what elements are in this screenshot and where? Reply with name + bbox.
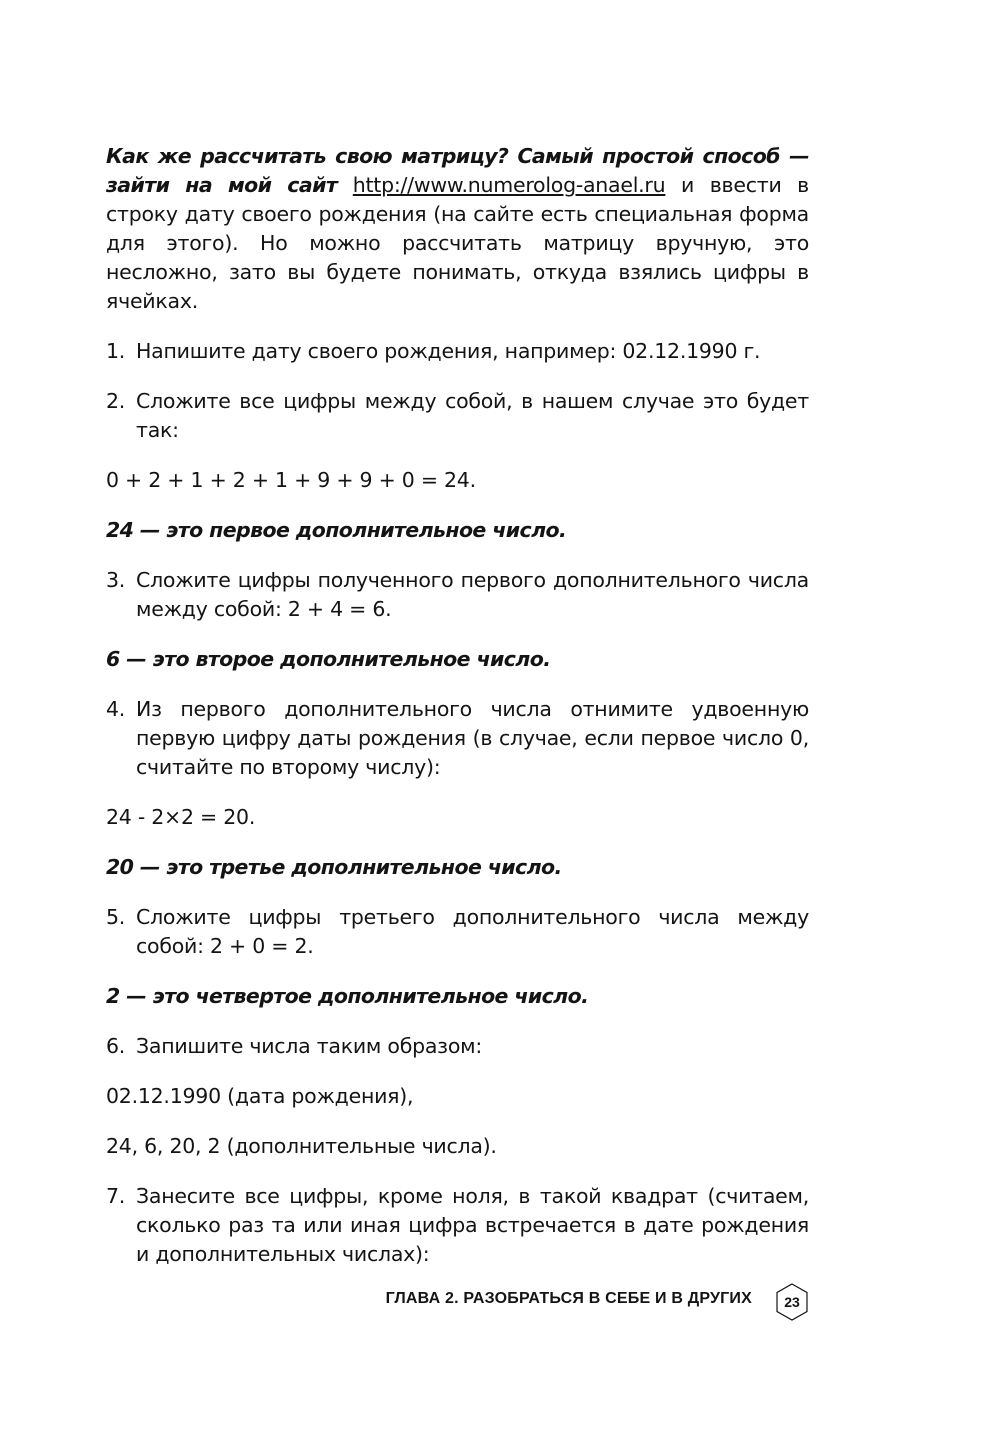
step-number: 4.: [106, 697, 126, 721]
step-text: Занесите все цифры, кроме ноля, в такой квадрат (считаем, сколько раз та или иная цифра встречается в дате рождения и дополнительных числах):: [136, 1184, 809, 1266]
page-number: 23: [784, 1294, 800, 1310]
subtract-formula: 24 - 2×2 = 20.: [106, 805, 256, 829]
chapter-title: ГЛАВА 2. РАЗОБРАТЬСЯ В СЕБЕ И В ДРУГИХ: [385, 1290, 752, 1307]
step-number: 1.: [106, 339, 126, 363]
step-text: Сложите цифры третьего дополнительного числа между собой: 2 + 0 = 2.: [136, 905, 809, 958]
step-number: 3.: [106, 568, 126, 592]
step-6: [106, 1032, 809, 1061]
third-extra-number: 20 — это третье дополнительное число.: [106, 855, 562, 879]
step-text: Напишите дату своего рождения, например: 02.12.1990 г.: [136, 339, 761, 363]
extra-numbers-line: 24, 6, 20, 2 (дополнительные числа).: [106, 1134, 497, 1158]
birth-date-line: 02.12.1990 (дата рождения),: [106, 1084, 414, 1108]
second-extra-number: 6 — это второе дополнительное число.: [106, 647, 551, 671]
step-5: [106, 903, 809, 961]
page-number-badge: [774, 1282, 810, 1322]
step-number: 2.: [106, 389, 126, 413]
step-2: [106, 387, 809, 445]
intro-question: Как же рассчитать свою матрицу? Самый простой способ — зайти на мой сайт: [106, 144, 809, 197]
step-number: 7.: [106, 1184, 126, 1208]
step-number: 5.: [106, 905, 126, 929]
intro-text: и ввести в строку дату своего рождения (на сайте есть специальная форма для этого). Но можно рассчитать матрицу вручную, это несложно, зато вы будете понимать, откуда взялись цифры в ячейках.: [106, 173, 809, 313]
intro-paragraph: [106, 142, 809, 316]
website-link[interactable]: http://www.numerolog-anael.ru: [352, 173, 666, 197]
fourth-extra-number: 2 — это четвертое дополнительное число.: [106, 984, 589, 1008]
step-text: Сложите цифры полученного первого дополнительного числа между собой: 2 + 4 = 6.: [136, 568, 809, 621]
page-footer: [0, 1280, 986, 1324]
step-text: Запишите числа таким образом:: [136, 1034, 482, 1058]
step-1: [106, 337, 809, 366]
step-number: 6.: [106, 1034, 126, 1058]
sum-formula: 0 + 2 + 1 + 2 + 1 + 9 + 9 + 0 = 24.: [106, 468, 476, 492]
step-3: [106, 566, 809, 624]
step-7: [106, 1182, 809, 1269]
step-4: [106, 695, 809, 782]
step-text: Сложите все цифры между собой, в нашем случае это будет так:: [136, 389, 809, 442]
first-extra-number: 24 — это первое дополнительное число.: [106, 518, 567, 542]
step-text: Из первого дополнительного числа отнимите удвоенную первую цифру даты рождения (в случае, если первое число 0, считайте по второму числу):: [136, 697, 809, 779]
page-body: [106, 142, 809, 1290]
